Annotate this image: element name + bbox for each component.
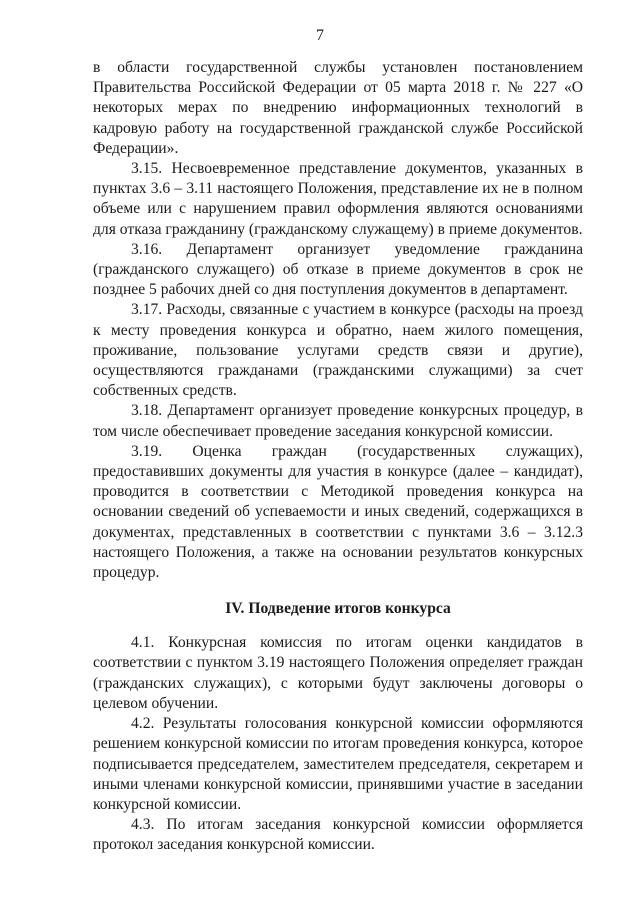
paragraph-intro: в области государственной службы установлен постановлением Правительства Российской Федерации от 05 марта 2018 г. № 227 «О некоторых мерах по внедрению информационных технологий в кадровую работу на государственной гражданской службе Российской Федерации». [93,59,583,157]
paragraph-3-17: 3.17. Расходы, связанные с участием в конкурсе (расходы на проезд к месту проведения конкурса и обратно, наем жилого помещения, проживание, пользование услугами средств связи и другие), осуществляются гражданами (гражданскими служащими) за счет собственных средств. [93,301,583,400]
paragraph-4-3: 4.3. По итогам заседания конкурсной комиссии оформляется протокол заседания конкурсной комиссии. [93,816,583,854]
page-number: 7 [316,27,324,44]
paragraph-3-19: 3.19. Оценка граждан (государственных служащих), предоставивших документы для участия в конкурсе (далее – кандидат), проводится в соответствии с Методикой проведения конкурса на основании сведений об успеваемости и иных сведений, содержащихся в документах, представленных в соответствии с пунктами 3.6 – 3.12.3 настоящего Положения, а также на основании результатов конкурсных процедур. [93,442,583,582]
paragraph-3-18: 3.18. Департамент организует проведение конкурсных процедур, в том числе обеспечивает проведение заседания конкурсной комиссии. [93,402,583,440]
paragraph-4-2: 4.2. Результаты голосования конкурсной комиссии оформляются решением конкурсной комиссии по итогам проведения конкурса, которое подписывается председателем, заместителем председателя, секретарем и иными членами конкурсной комиссии, принявшими участие в заседании конкурсной комиссии. [93,715,583,813]
document-body [93,58,583,856]
paragraph-4-1: 4.1. Конкурсная комиссия по итогам оценки кандидатов в соответствии с пунктом 3.19 настоящего Положения определяет граждан (гражданских служащих), с которыми будут заключены договоры о целевом обучении. [93,634,583,712]
paragraph-3-15: 3.15. Несвоевременное представление документов, указанных в пунктах 3.6 – 3.11 настоящего Положения, представление их не в полном объеме или с нарушением правил оформления являются основаниями для отказа гражданину (гражданскому служащему) в приеме документов. [93,160,583,238]
section-heading: IV. Подведение итогов конкурса [225,600,451,618]
paragraph-3-16: 3.16. Департамент организует уведомление гражданина (гражданского служащего) об отказе в приеме документов в срок не позднее 5 рабочих дней со дня поступления документов в департамент. [93,240,583,299]
